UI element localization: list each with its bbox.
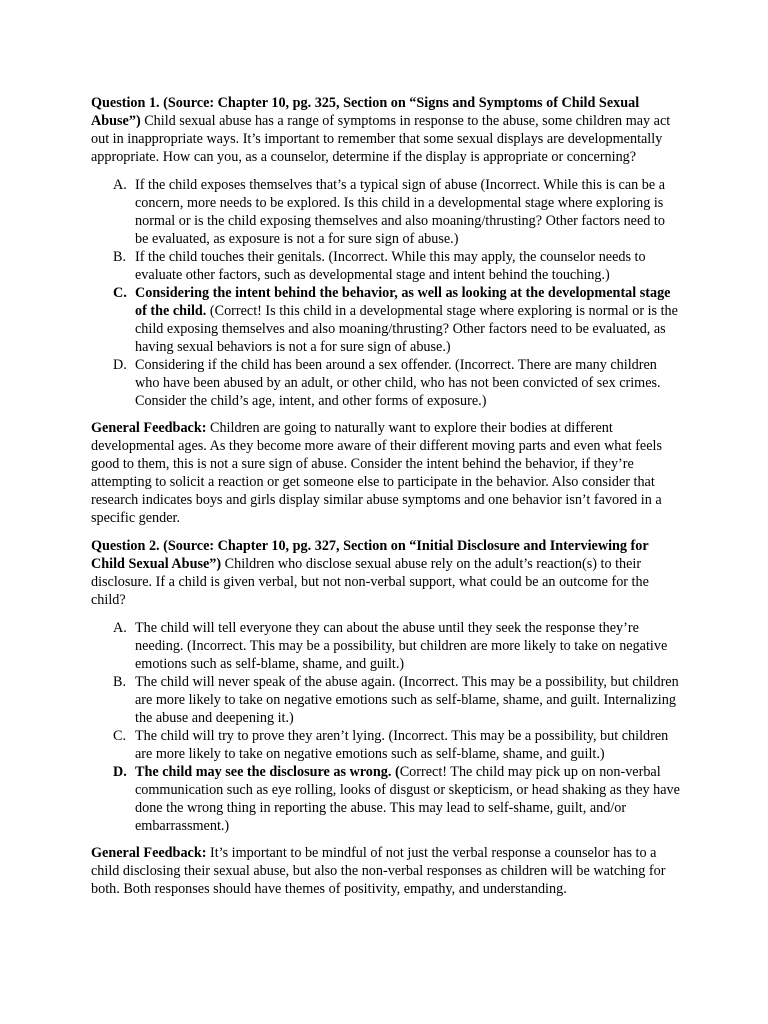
question-1-heading: Question 1. (Source: Chapter 10, pg. 325, Section on “Signs and Symptoms of Child Sexual Abuse”) — [91, 95, 640, 129]
question-1 — [91, 94, 681, 527]
answer-text: The child will try to prove they aren’t lying. (Incorrect. This may be a possibility, but children are more likely to take on negative emotions such as self-blame, shame, and guilt.) — [135, 728, 669, 762]
answer-letter: D. — [113, 357, 127, 373]
answer-option — [113, 248, 681, 284]
answer-text: Correct! The child may pick up on non-verbal communication such as eye rolling, looks of disgust or skepticism, or head shaking as they have done the wrong thing in reporting the abuse. This may lead to self-shame, guilt, and/or embarrassment.) — [135, 764, 680, 834]
answer-bold-text: The child may see the disclosure as wrong. ( — [135, 764, 400, 780]
question-2 — [91, 537, 681, 898]
answer-text: Considering if the child has been around a sex offender. (Incorrect. There are many children who have been abused by an adult, or other child, who has not been convicted of sex crimes. Consider the child’s age, intent, and other forms of exposure.) — [135, 357, 661, 409]
answer-text: The child will tell everyone they can about the abuse until they seek the response they’re needing. (Incorrect. This may be a possibility, but children are more likely to take on negative emotions such as self-blame, shame, and guilt.) — [135, 620, 668, 672]
answer-text: If the child touches their genitals. (Incorrect. While this may apply, the counselor needs to evaluate other factors, such as developmental stage and intent behind the touching.) — [135, 249, 646, 283]
feedback-label: General Feedback: — [91, 845, 207, 861]
answer-option — [113, 619, 681, 673]
feedback-text: Children are going to naturally want to explore their bodies at different developmental ages. As they become more aware of their different moving parts and even what feels good to them, this is not a sure sign of abuse. Consider the intent behind the behavior, if they’re attempting to solicit a reaction or get someone else to participate in the behavior. Also consider that research indicates boys and girls display similar abuse symptoms and one behavior isn’t favored in a specific gender. — [91, 420, 662, 526]
answer-text: The child will never speak of the abuse again. (Incorrect. This may be a possibility, but children are more likely to take on negative emotions such as self-blame, shame, and guilt. Internalizing the abuse and deepening it.) — [135, 674, 679, 726]
answer-letter: C. — [113, 285, 127, 301]
feedback-label: General Feedback: — [91, 420, 207, 436]
feedback-text: It’s important to be mindful of not just the verbal response a counselor has to a child disclosing their sexual abuse, but also the non-verbal responses as children will be watching for both. Both responses should have themes of positivity, empathy, and understanding. — [91, 845, 666, 897]
question-2-stem: Children who disclose sexual abuse rely on the adult’s reaction(s) to their disclosure. If a child is given verbal, but not non-verbal support, what could be an outcome for the child? — [91, 556, 649, 608]
answer-letter: D. — [113, 764, 127, 780]
question-1-answer-list — [91, 176, 681, 410]
answer-option-correct — [113, 763, 681, 835]
answer-option — [113, 673, 681, 727]
answer-option — [113, 727, 681, 763]
question-2-heading: Question 2. (Source: Chapter 10, pg. 327, Section on “Initial Disclosure and Interviewing for Child Sexual Abuse”) — [91, 538, 649, 572]
answer-letter: B. — [113, 249, 127, 265]
question-1-stem: Child sexual abuse has a range of symptoms in response to the abuse, some children may act out in inappropriate ways. It’s important to remember that some sexual displays are developmentally appropriate. How can you, as a counselor, determine if the display is appropriate or concerning? — [91, 113, 671, 165]
answer-letter: B. — [113, 674, 127, 690]
answer-letter: A. — [113, 620, 127, 636]
document-page — [91, 94, 681, 908]
question-2-prompt — [91, 537, 681, 609]
question-2-answer-list — [91, 619, 681, 835]
question-1-general-feedback — [91, 419, 681, 527]
answer-option — [113, 356, 681, 410]
answer-bold-text: Considering the intent behind the behavior, as well as looking at the developmental stage of the child. — [135, 285, 671, 319]
answer-letter: C. — [113, 728, 127, 744]
question-1-prompt — [91, 94, 681, 166]
answer-text: If the child exposes themselves that’s a typical sign of abuse (Incorrect. While this is can be a concern, more needs to be explored. Is this child in a developmental stage where exploring is normal or is the child exposing themselves and also moaning/thrusting? Other factors need to be evaluated, as exposure is not a for sure sign of abuse.) — [135, 177, 666, 247]
answer-text: (Correct! Is this child in a developmental stage where exploring is normal or is the child exposing themselves and also moaning/thrusting? Other factors need to be evaluated, as having sexual behaviors is not a for sure sign of abuse.) — [135, 303, 678, 355]
answer-option — [113, 176, 681, 248]
question-2-general-feedback — [91, 844, 681, 898]
answer-option-correct — [113, 284, 681, 356]
answer-letter: A. — [113, 177, 127, 193]
